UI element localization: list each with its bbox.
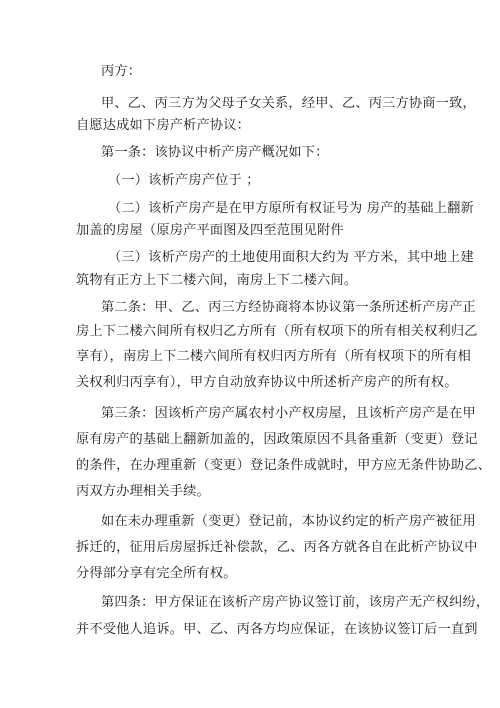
article-2-line-4: 关权利归丙享有），甲方自动放弃协议中所述析产房产的所有权。	[76, 375, 458, 390]
article-1-heading: 第一条：该协议中析产房产概况如下：	[101, 145, 329, 160]
article-1-item-3a: （三）该析产房产的土地使用面积大约为 平方米，其中地上建	[108, 250, 474, 265]
article-3-line-3: 的条件，在办理重新（变更）登记条件成就时，甲方应无条件协助乙、	[76, 458, 492, 473]
article-2-line-1: 第二条：甲、乙、丙三方经协商将本协议第一条所述析产房产正	[101, 300, 476, 315]
article-2-line-3: 享有），南房上下二楼六间所有权归丙方所有（所有权项下的所有相	[76, 349, 472, 364]
party-c-label: 丙方：	[101, 64, 142, 79]
article-1-item-1: （一）该析产房产位于 ；	[108, 173, 260, 188]
clause-expropriation-line-2: 拆迁的，征用后房屋拆迁补偿款，乙、丙各方就各自在此析产协议中	[76, 540, 478, 555]
article-3-line-4: 丙双方办理相关手续。	[76, 484, 210, 499]
article-1-item-2a: （二）该析产房产是在甲方原所有权证号为 房产的基础上翻新	[108, 201, 474, 216]
clause-expropriation-line-3: 分得部分享有完全所有权。	[76, 566, 237, 581]
article-3-line-2: 原有房产的基础上翻新加盖的，因政策原因不具备重新（变更）登记	[76, 432, 478, 447]
article-4-line-1: 第四条：甲方保证在该析产房产协议签订前，该房产无产权纠纷，	[101, 595, 490, 610]
preamble-line-2: 自愿达成如下房产析产协议：	[76, 118, 251, 133]
article-4-line-2: 并不受他人追诉。甲、乙、丙各方均应保证，在该协议签订后一直到	[76, 622, 478, 637]
clause-expropriation-line-1: 如在未办理重新（变更）登记前，本协议约定的析产房产被征用	[101, 514, 476, 529]
preamble-line-1: 甲、乙、丙三方为父母子女关系，经甲、乙、丙三方协商一致，	[101, 96, 476, 111]
article-3-line-1: 第三条：因该析产房产属农村小产权房屋，且该析产房产是在甲	[101, 406, 476, 421]
article-1-item-2b: 加盖的房屋（原房产平面图及四至范围见附件	[76, 223, 344, 238]
article-1-item-3b: 筑物有正方上下二楼六间，南房上下二楼六间。	[76, 273, 358, 288]
article-2-line-2: 房上下二楼六间所有权归乙方所有（所有权项下的所有相关权利归乙	[76, 324, 478, 339]
